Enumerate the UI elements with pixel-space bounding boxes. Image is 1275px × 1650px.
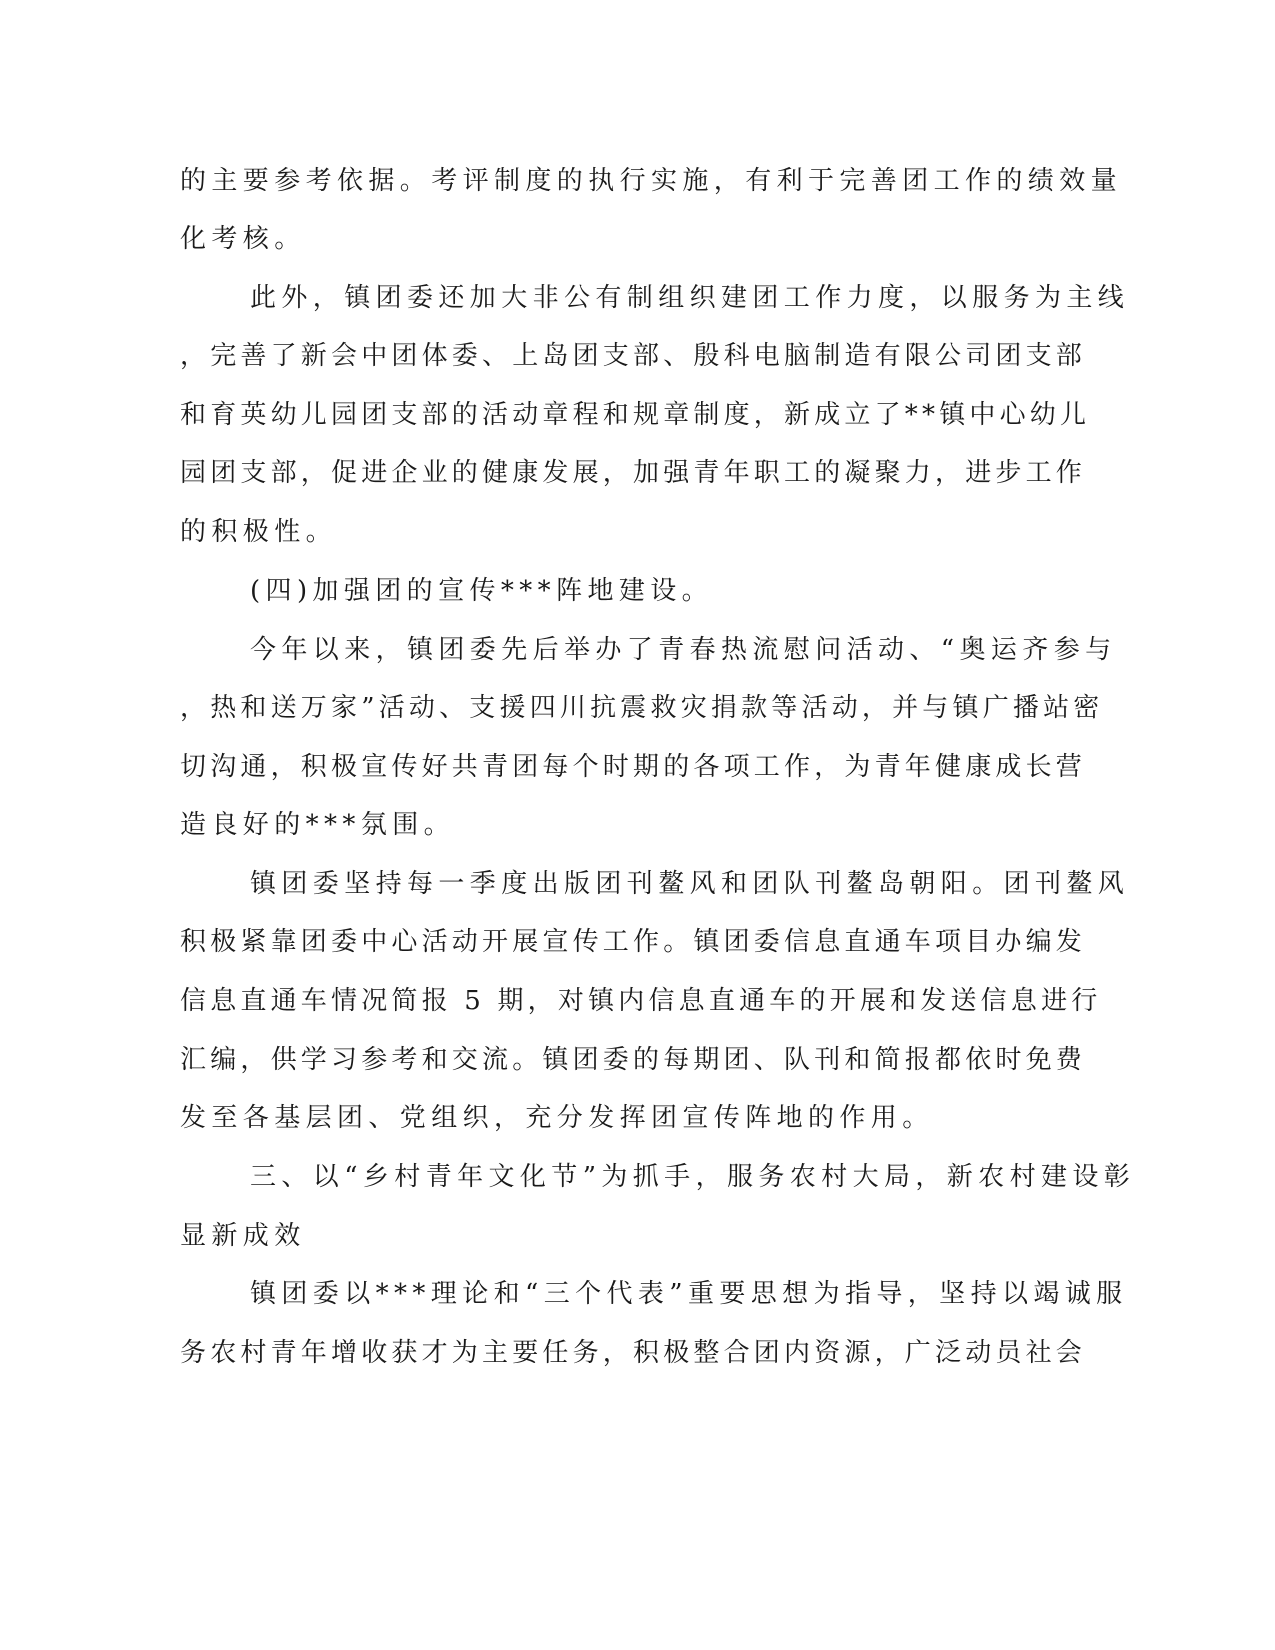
paragraph-start-line: 此外，镇团委还加大非公有制组织建团工作力度，以服务为主线 [250,283,1130,313]
text-line: 造良好的***氛围。 [180,810,456,840]
section-heading-continued: 显新成效 [180,1221,306,1251]
section-heading: 三、以“乡村青年文化节”为抓手，服务农村大局，新农村建设彰 [250,1162,1136,1192]
paragraph-start-line: 镇团委以***理论和“三个代表”重要思想为指导，坚持以竭诚服 [250,1279,1128,1309]
text-line: 切沟通，积极宣传好共青团每个时期的各项工作，为青年健康成长营 [180,752,1087,782]
text-line: 发至各基层团、党组织，充分发挥团宣传阵地的作用。 [180,1103,934,1133]
text-line: 的积极性。 [180,517,338,547]
text-line: 信息直通车情况简报 5 期，对镇内信息直通车的开展和发送信息进行 [180,986,1102,1016]
paragraph-start-line: 今年以来，镇团委先后举办了青春热流慰问活动、“奥运齐参与 [250,635,1117,665]
text-line: 的主要参考依据。考评制度的执行实施，有利于完善团工作的绩效量 [180,166,1123,196]
text-line: 化考核。 [180,224,306,254]
text-line: 汇编，供学习参考和交流。镇团委的每期团、队刊和简报都依时免费 [180,1045,1087,1075]
text-line: 和育英幼儿园团支部的活动章程和规章制度，新成立了**镇中心幼儿 [180,400,1091,430]
text-line: 务农村青年增收获才为主要任务，积极整合团内资源，广泛动员社会 [180,1338,1087,1368]
text-line: ，热和送万家”活动、支援四川抗震救灾捐款等活动，并与镇广播站密 [180,693,1104,723]
paragraph-start-line: 镇团委坚持每一季度出版团刊鳌风和团队刊鳌岛朝阳。团刊鳌风 [250,869,1130,899]
text-line: 积极紧靠团委中心活动开展宣传工作。镇团委信息直通车项目办编发 [180,927,1087,957]
text-line: 园团支部，促进企业的健康发展，加强青年职工的凝聚力，进步工作 [180,458,1087,488]
section-heading: (四)加强团的宣传***阵地建设。 [250,576,714,606]
text-line: ，完善了新会中团体委、上岛团支部、殷科电脑制造有限公司团支部 [180,341,1087,371]
